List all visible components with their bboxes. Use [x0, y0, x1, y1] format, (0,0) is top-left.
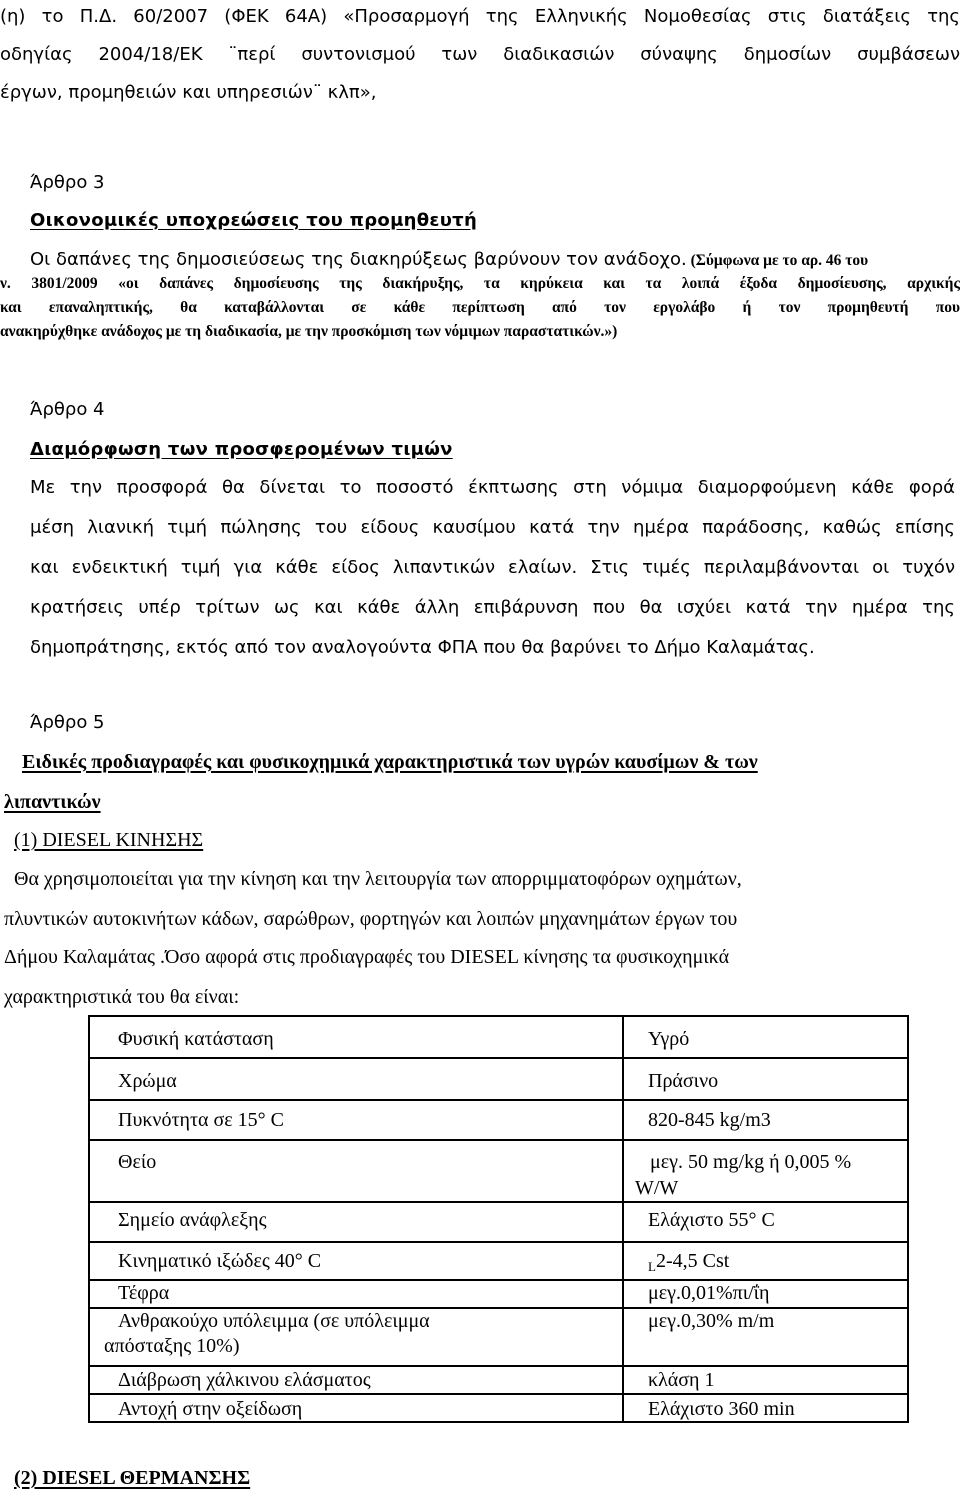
article-3-bold-line: και επαναληπτικής, θα καταβάλλονται σε κάθε περίπτωση από τον εργολάβο ή τον προμηθευτή που — [0, 299, 960, 316]
table-cell-value: μεγ. 50 mg/kg ή 0,005 % — [650, 1151, 852, 1173]
table-cell-property: Φυσική κατάσταση — [118, 1028, 274, 1050]
article-4-line: μέση λιανική τιμή πώλησης του είδους καυσίμου κατά την ημέρα παράδοσης, καθώς επίσης — [30, 517, 955, 538]
table-cell-property-cont: απόσταξης 10%) — [104, 1335, 240, 1357]
article-3-bold-line: ν. 3801/2009 «οι δαπάνες δημοσίευσης της διακήρυξης, τα κηρύκεια και τα λοιπά έξοδα δημοσίευσης, αρχικής — [0, 275, 960, 292]
table-cell-property: Σημείο ανάφλεξης — [118, 1209, 267, 1231]
article-5-line: Δήμου Καλαμάτας .Όσο αφορά στις προδιαγραφές του DIESEL κίνησης τα φυσικοχημικά — [4, 946, 730, 968]
article-4-heading: Άρθρο 4 — [30, 399, 105, 420]
table-cell-value: Ελάχιστο 360 min — [648, 1398, 795, 1420]
table-cell-property: Διάβρωση χάλκινου ελάσματος — [118, 1369, 371, 1391]
table-row-divider — [90, 1279, 907, 1281]
diesel-spec-table — [88, 1015, 909, 1423]
article-4-title: Διαμόρφωση των προσφερομένων τιμών — [30, 439, 453, 460]
table-cell-property: Πυκνότητα σε 15° C — [118, 1109, 284, 1131]
article-3-heading: Άρθρο 3 — [30, 172, 105, 193]
article-3-bold-line: ανακηρύχθηκε ανάδοχος με τη διαδικασία, με την προσκόμιση των νόμιμων παραστατικών.») — [0, 323, 618, 340]
table-cell-value: Πράσινο — [648, 1070, 719, 1092]
table-row-divider — [90, 1365, 907, 1367]
intro-line: έργων, προμηθειών και υπηρεσιών¨ κλπ», — [0, 82, 377, 103]
table-cell-property: Θείο — [118, 1151, 157, 1173]
table-cell-value: μεγ.0,01%πι/ΐη — [648, 1282, 770, 1304]
table-cell-property: Χρώμα — [118, 1070, 177, 1092]
table-cell-value: 820-845 kg/m3 — [648, 1109, 771, 1131]
article-5-line: χαρακτηριστικά του θα είναι: — [4, 986, 240, 1008]
table-cell-value-cont: W/W — [635, 1177, 679, 1199]
table-column-divider — [622, 1017, 624, 1421]
table-cell-property: Κινηματικό ιξώδες 40° C — [118, 1250, 322, 1272]
article-5-line: πλυντικών αυτοκινήτων κάδων, σαρώθρων, φορτηγών και λοιπών μηχανημάτων έργων του — [4, 908, 738, 930]
table-row-divider — [90, 1201, 907, 1203]
table-cell-value-text: 2-4,5 Cst — [655, 1250, 730, 1272]
table-cell-value-prefix: L — [648, 1259, 656, 1274]
table-cell-value: κλάση 1 — [648, 1369, 715, 1391]
intro-line: (η) το Π.Δ. 60/2007 (ΦΕΚ 64Α) «Προσαρμογή της Ελληνικής Νομοθεσίας στις διατάξεις της — [0, 6, 960, 27]
table-row-divider — [90, 1139, 907, 1141]
article-3-line-1-text: Οι δαπάνες της δημοσιεύσεως της διακηρύξεως βαρύνουν τον ανάδοχο. — [30, 249, 687, 270]
table-cell-property: Ανθρακούχο υπόλειμμα (σε υπόλειμμα — [118, 1310, 430, 1332]
table-row-divider — [90, 1057, 907, 1059]
article-5-line: Θα χρησιμοποιείται για την κίνηση και την λειτουργία των απορριμματοφόρων οχημάτων, — [14, 868, 742, 890]
table-row-divider — [90, 1099, 907, 1101]
subsection-diesel-kinisis: (1) DIESEL ΚΙΝΗΣΗΣ — [14, 829, 204, 851]
intro-line: οδηγίας 2004/18/ΕΚ ¨περί συντονισμού των διαδικασιών σύναψης δημοσίων συμβάσεων — [0, 44, 960, 65]
article-4-line: Με την προσφορά θα δίνεται το ποσοστό έκπτωσης στη νόμιμα διαμορφούμενη κάθε φορά — [30, 477, 955, 498]
table-cell-property: Αντοχή στην οξείδωση — [118, 1398, 303, 1420]
table-row-divider — [90, 1393, 907, 1395]
table-cell-value: μεγ.0,30% m/m — [648, 1310, 775, 1332]
table-cell-value: Ελάχιστο 55° C — [648, 1209, 775, 1231]
article-3-title: Οικονομικές υποχρεώσεις του προμηθευτή — [30, 210, 478, 231]
article-4-line: κρατήσεις υπέρ τρίτων ως και κάθε άλλη επιβάρυνση που θα ισχύει κατά την ημέρα της — [30, 597, 955, 618]
article-4-line: και ενδεικτική τιμή για κάθε είδος λιπαντικών ελαίων. Στις τιμές περιλαμβάνονται οι τυχόν — [30, 557, 955, 578]
article-5-title-line-1: Ειδικές προδιαγραφές και φυσικοχημικά χαρακτηριστικά των υγρών καυσίμων & των — [22, 751, 758, 773]
article-3-line-1-bold: (Σύμφωνα με το αρ. 46 του — [686, 252, 869, 269]
article-4-line: δημοπράτησης, εκτός από τον αναλογούντα ΦΠΑ που θα βαρύνει το Δήμο Καλαμάτας. — [30, 637, 815, 658]
table-row-divider — [90, 1241, 907, 1243]
article-5-heading: Άρθρο 5 — [30, 712, 105, 733]
table-cell-value — [648, 1249, 729, 1279]
table-cell-property: Τέφρα — [118, 1282, 170, 1304]
subsection-diesel-thermansis: (2) DIESEL ΘΕΡΜΑΝΣΗΣ — [14, 1467, 251, 1489]
article-5-title-line-2: λιπαντικών — [4, 791, 101, 813]
table-cell-value: Υγρό — [648, 1028, 690, 1050]
